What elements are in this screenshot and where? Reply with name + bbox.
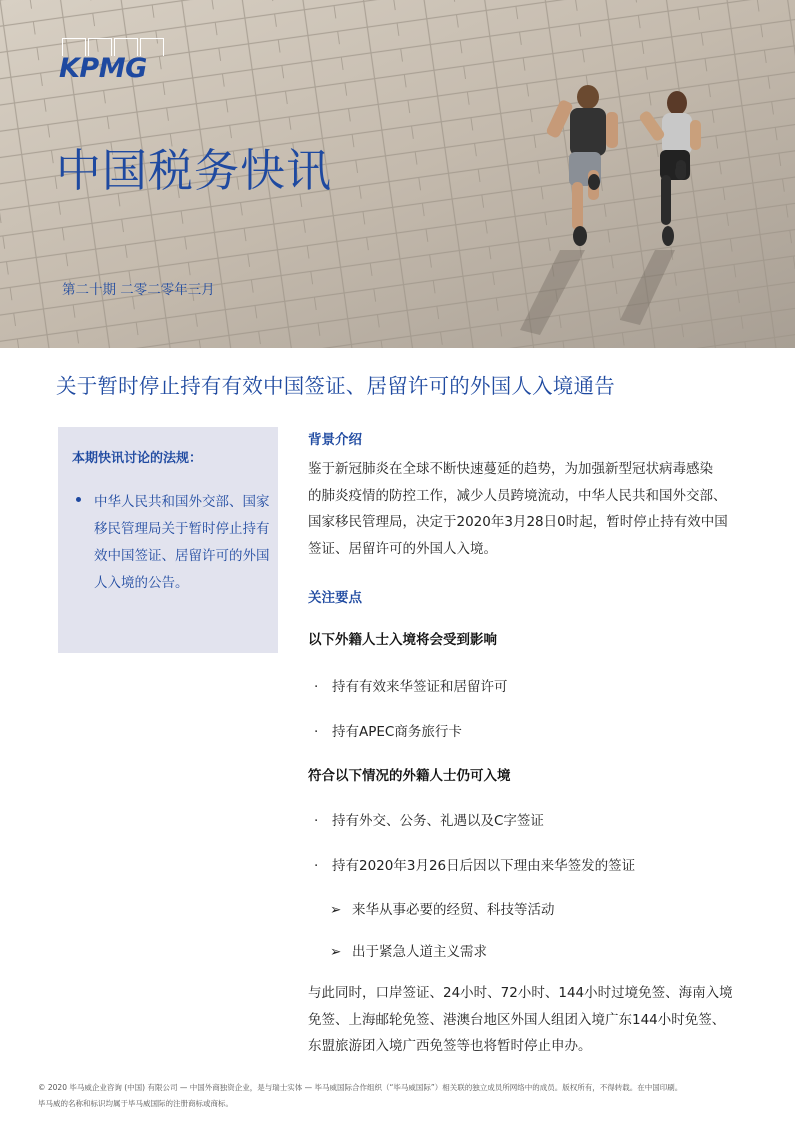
list-item: · 持有2020年3月26日后因以下理由来华签发的签证 (314, 858, 636, 874)
kpmg-logo (59, 38, 163, 84)
paragraph-line: 的肺炎疫情的防控工作，减少人员跨境流动，中华人民共和国外交部、 (308, 487, 727, 504)
paragraph-line: 东盟旅游团入境广西免签等也将暂时停止申办。 (308, 1038, 592, 1054)
paragraph-line: 鉴于新冠肺炎在全球不断快速蔓延的趋势，为加强新型冠状病毒感染 (308, 461, 713, 477)
allowed-heading: 符合以下情况的外籍人士仍可入境 (308, 768, 511, 784)
issue-info: 第二十期 二零二零年三月 (62, 282, 215, 298)
sidebar-item: 中华人民共和国外交部、国家移民管理局关于暂时停止持有效中国签证、居留许可的外国人入境的公告。 (94, 494, 270, 591)
list-item: · 持有外交、公务、礼遇以及C字签证 (314, 813, 544, 829)
list-item: · 持有有效来华签证和居留许可 (314, 679, 508, 695)
publication-title: 中国税务快讯 (56, 144, 333, 197)
footer (38, 1080, 682, 1112)
trademark-line: 毕马威的名称和标识均属于毕马威国际的注册商标或商标。 (38, 1099, 233, 1108)
paragraph-line: 与此同时，口岸签证、24小时、72小时、144小时过境免签、海南入境 (308, 985, 733, 1001)
paragraph-line: 免签、上海邮轮免签、港澳台地区外国人组团入境广东144小时免签、 (308, 1011, 726, 1028)
arrow-bullet-icon: ➢ (330, 902, 342, 918)
sidebar-heading: 本期快讯讨论的法规： (72, 451, 203, 466)
notice-title: 关于暂时停止持有有效中国签证、居留许可的外国人入境通告 (56, 374, 615, 398)
bullet-icon: · (314, 679, 319, 695)
logo-text: KPMG (59, 53, 147, 84)
regulation-sidebar (58, 427, 278, 653)
bullet-icon: · (314, 813, 319, 829)
copyright-line: © 2020 毕马威企业咨询 (中国) 有限公司 — 中国外商独资企业，是与瑞士实体 — 毕马威国际合作组织（“毕马威国际”）相关联的独立成员所网络中的成员。版权所有，不得转载。在中国印刷。 (38, 1083, 683, 1092)
paragraph-line: 国家移民管理局，决定于2020年3月28日0时起，暂时停止持有效中国 (308, 514, 728, 530)
sub-list-item: ➢ 来华从事必要的经贸、科技等活动 (330, 902, 555, 918)
paragraph-line: 签证、居留许可的外国人入境。 (308, 540, 497, 557)
key-points-heading: 关注要点 (308, 590, 362, 606)
bullet-icon: · (314, 724, 319, 740)
closing-paragraph (308, 980, 746, 1060)
bullet-icon: · (314, 858, 319, 874)
background-heading: 背景介绍 (308, 432, 362, 448)
bullet-dot-icon (76, 497, 81, 502)
sub-list-item: ➢ 出于紧急人道主义需求 (330, 944, 487, 960)
hero-banner (0, 0, 795, 348)
list-item: · 持有APEC商务旅行卡 (314, 724, 462, 740)
background-paragraph (308, 456, 746, 562)
arrow-bullet-icon: ➢ (330, 944, 342, 960)
affected-heading: 以下外籍人士入境将会受到影响 (308, 632, 497, 648)
